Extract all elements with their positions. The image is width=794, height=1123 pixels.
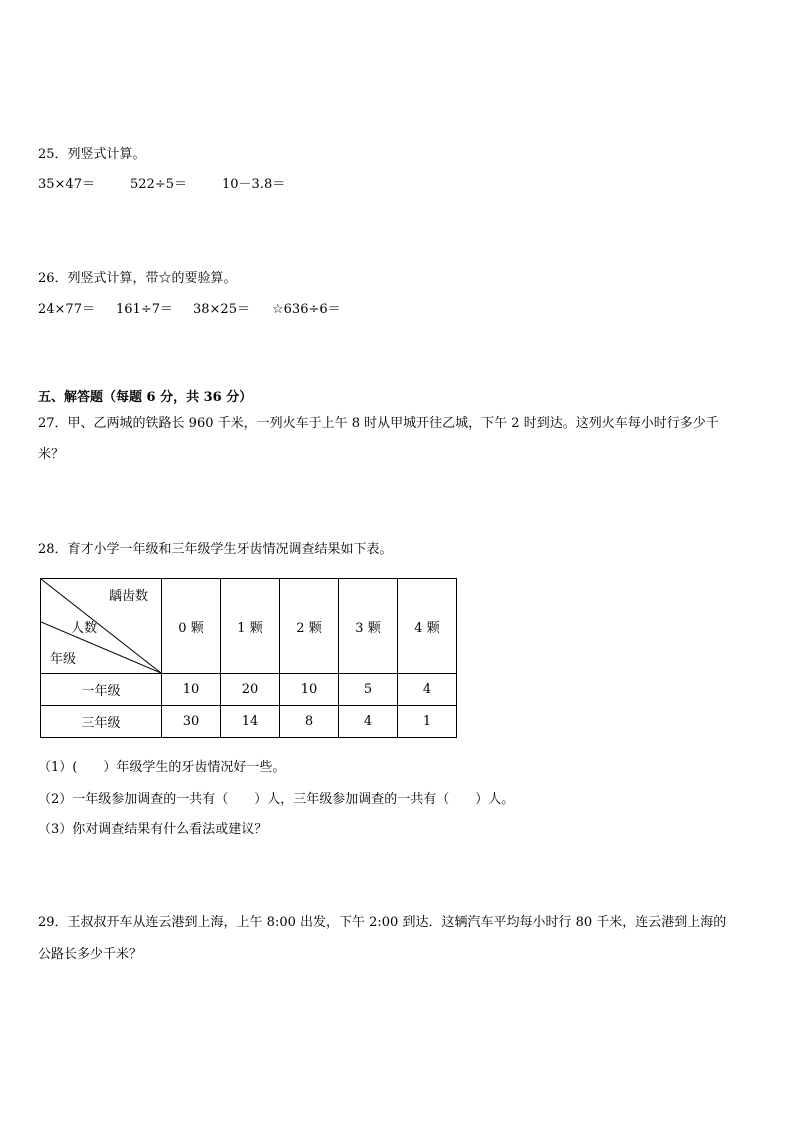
q28-sub-question-2: （2）一年级参加调查的一共有（ ）人，三年级参加调查的一共有（ ）人。: [38, 792, 515, 807]
grade-cell: 三年级: [41, 706, 162, 738]
value-cell: 1: [398, 706, 457, 738]
value-cell: 10: [162, 674, 221, 706]
header-cell: 2 颗: [280, 579, 339, 674]
grade-cell: 一年级: [41, 674, 162, 706]
q26-expr-4: ☆636÷6＝: [272, 302, 341, 317]
value-cell: 14: [221, 706, 280, 738]
q28-sub-question-1: （1）( ）年级学生的牙齿情况好一些。: [38, 760, 286, 775]
q25-expressions: [38, 176, 285, 194]
q25-title: 25．列竖式计算。: [38, 147, 146, 162]
q26-title: 26．列竖式计算，带☆的要验算。: [38, 271, 237, 286]
q26-expr-1: 24×77＝: [38, 302, 95, 317]
q25-expr-3: 10－3.8＝: [222, 177, 286, 192]
q25-expr-2: 522÷5＝: [130, 177, 187, 192]
header-cell: 1 颗: [221, 579, 280, 674]
q26-expressions: [38, 301, 341, 319]
value-cell: 8: [280, 706, 339, 738]
section-heading: 五、解答题（每题 6 分，共 36 分）: [38, 390, 253, 405]
header-cell: 3 颗: [339, 579, 398, 674]
corner-label-caries: 龋齿数: [109, 589, 149, 604]
q27-line-2: 米？: [38, 447, 65, 462]
table-corner-cell: [41, 579, 162, 674]
value-cell: 10: [280, 674, 339, 706]
corner-label-grade: 年级: [50, 652, 77, 667]
q29-line-2: 公路长多少千米？: [38, 947, 143, 962]
table-header-row: [41, 579, 457, 674]
q27-line-1: 27．甲、乙两城的铁路长 960 千米，一列火车于上午 8 时从甲城开往乙城，下午 2 时到达。这列火车每小时行多少千: [38, 416, 719, 431]
q28-title: 28．育才小学一年级和三年级学生牙齿情况调查结果如下表。: [38, 542, 393, 557]
header-cell: 4 颗: [398, 579, 457, 674]
table-row: [41, 674, 457, 706]
corner-label-people: 人数: [71, 621, 98, 636]
value-cell: 30: [162, 706, 221, 738]
table-row: [41, 706, 457, 738]
q26-expr-3: 38×25＝: [193, 302, 250, 317]
value-cell: 5: [339, 674, 398, 706]
value-cell: 4: [398, 674, 457, 706]
survey-table: [40, 578, 457, 738]
value-cell: 4: [339, 706, 398, 738]
q29-line-1: 29．王叔叔开车从连云港到上海，上午 8:00 出发，下午 2:00 到达．这辆汽车平均每小时行 80 千米，连云港到上海的: [38, 915, 727, 930]
q26-expr-2: 161÷7＝: [116, 302, 173, 317]
q28-sub-question-3: （3）你对调查结果有什么看法或建议？: [38, 822, 268, 837]
header-cell: 0 颗: [162, 579, 221, 674]
q25-expr-1: 35×47＝: [38, 177, 95, 192]
value-cell: 20: [221, 674, 280, 706]
